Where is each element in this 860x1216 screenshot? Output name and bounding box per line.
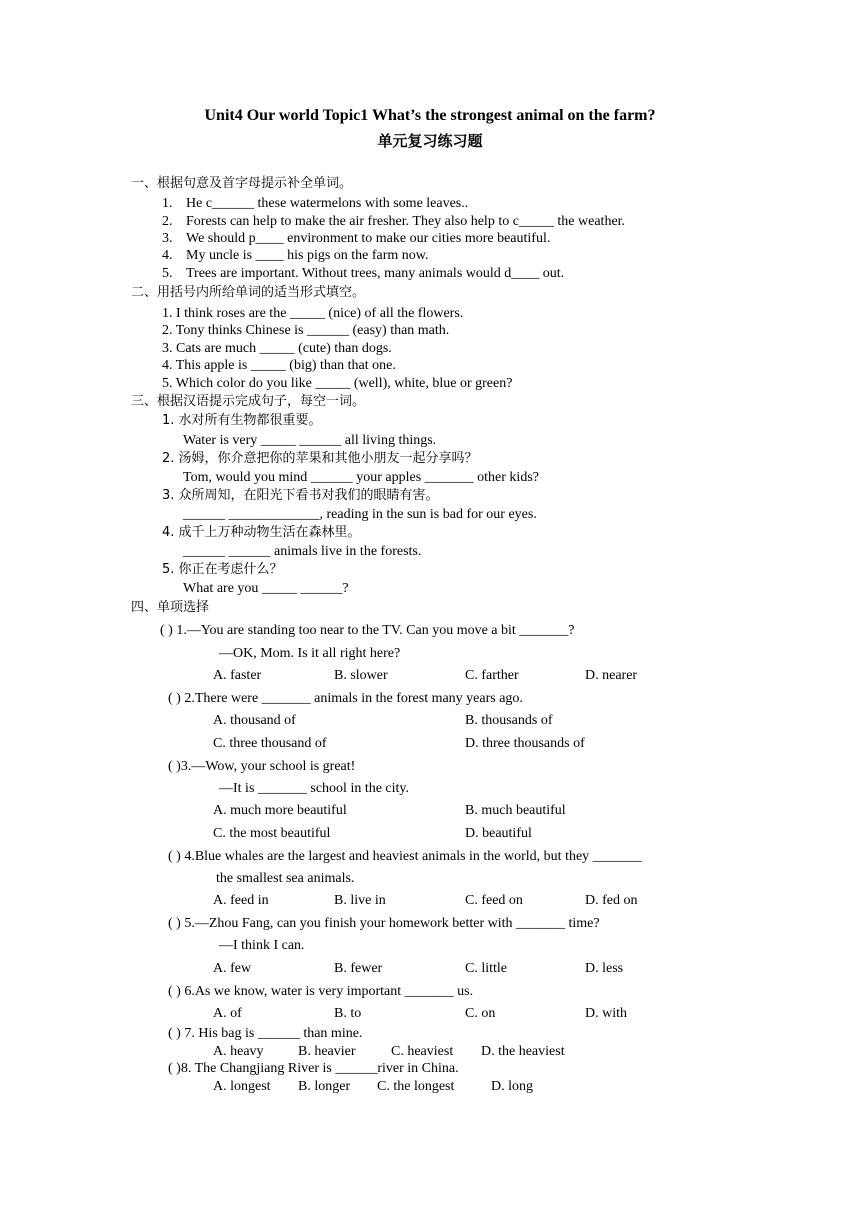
answer-option: B. slower <box>334 668 388 683</box>
answer-option: B. to <box>334 1006 362 1021</box>
question-stem: —OK, Mom. Is it all right here? <box>219 646 401 661</box>
answer-option: C. the most beautiful <box>213 826 331 841</box>
section2-item: 4. This apple is _____ (big) than that one. <box>162 358 396 373</box>
answer-option: B. live in <box>334 893 386 908</box>
question-stem: —I think I can. <box>219 938 305 953</box>
question-stem: the smallest sea animals. <box>216 871 355 886</box>
answer-option: A. much more beautiful <box>213 803 347 818</box>
answer-option: B. heavier <box>298 1044 356 1059</box>
section2-item: 3. Cats are much _____ (cute) than dogs. <box>162 341 392 356</box>
question-stem: ( ) 5.—Zhou Fang, can you finish your homework better with _______ time? <box>168 916 600 931</box>
question-stem: ( ) 6.As we know, water is very important _______ us. <box>168 984 474 999</box>
section2-item: 5. Which color do you like _____ (well), white, blue or green? <box>162 376 513 391</box>
section3-sentence: Water is very _____ ______ all living things. <box>183 433 437 448</box>
section3-prompt: 3. 众所周知，在阳光下看书对我们的眼睛有害。 <box>162 488 439 503</box>
section1-item: 3. We should p____ environment to make our cities more beautiful. <box>162 231 551 246</box>
answer-option: C. three thousand of <box>213 736 327 751</box>
answer-option: A. faster <box>213 668 262 683</box>
section2-item: 2. Tony thinks Chinese is ______ (easy) than math. <box>162 323 450 338</box>
section3-prompt: 2. 汤姆，你介意把你的苹果和其他小朋友一起分享吗？ <box>162 451 478 466</box>
answer-option: A. heavy <box>213 1044 264 1059</box>
answer-option: A. of <box>213 1006 242 1021</box>
answer-option: C. farther <box>465 668 519 683</box>
answer-option: D. beautiful <box>465 826 532 841</box>
answer-option: B. much beautiful <box>465 803 566 818</box>
answer-option: D. long <box>491 1079 533 1094</box>
page-subtitle: 单元复习练习题 <box>377 132 483 150</box>
section1-item: 2. Forests can help to make the air fresher. They also help to c_____ the weather. <box>162 214 626 229</box>
answer-option: A. feed in <box>213 893 269 908</box>
section3-sentence: What are you _____ ______? <box>183 581 349 596</box>
answer-option: D. the heaviest <box>481 1044 565 1059</box>
answer-option: A. longest <box>213 1079 271 1094</box>
answer-option: D. three thousands of <box>465 736 585 751</box>
section2-item: 1. I think roses are the _____ (nice) of all the flowers. <box>162 306 464 321</box>
section3-sentence: ______ ______ animals live in the forests. <box>183 544 422 559</box>
answer-option: A. thousand of <box>213 713 296 728</box>
section3-sentence: Tom, would you mind ______ your apples _______ other kids? <box>183 470 539 485</box>
answer-option: B. longer <box>298 1079 351 1094</box>
question-stem: ( ) 2.There were _______ animals in the forest many years ago. <box>168 691 523 706</box>
question-stem: ( ) 1.—You are standing too near to the TV. Can you move a bit _______? <box>160 623 575 638</box>
question-stem: ( )8. The Changjiang River is ______river in China. <box>168 1061 459 1076</box>
section1-item: 5. Trees are important. Without trees, many animals would d____ out. <box>162 266 565 281</box>
section1-heading: 一、根据句意及首字母提示补全单词。 <box>131 176 353 191</box>
answer-option: C. on <box>465 1006 496 1021</box>
question-stem: ( ) 4.Blue whales are the largest and heaviest animals in the world, but they _______ <box>168 849 642 864</box>
section3-prompt: 4. 成千上万种动物生活在森林里。 <box>162 525 361 540</box>
section1-item: 1. He c______ these watermelons with some leaves.. <box>162 196 469 211</box>
section3-prompt: 1. 水对所有生物都很重要。 <box>162 413 322 428</box>
answer-option: B. thousands of <box>465 713 553 728</box>
answer-option: D. less <box>585 961 624 976</box>
answer-option: B. fewer <box>334 961 383 976</box>
section1-item: 4. My uncle is ____ his pigs on the farm now. <box>162 248 429 263</box>
answer-option: A. few <box>213 961 252 976</box>
answer-option: C. heaviest <box>391 1044 454 1059</box>
section3-heading: 三、根据汉语提示完成句子，每空一词。 <box>131 394 366 409</box>
section3-prompt: 5. 你正在考虑什么？ <box>162 562 283 577</box>
question-stem: ( )3.—Wow, your school is great! <box>168 759 356 774</box>
answer-option: C. the longest <box>377 1079 455 1094</box>
question-stem: —It is _______ school in the city. <box>219 781 410 796</box>
answer-option: C. feed on <box>465 893 523 908</box>
answer-option: D. nearer <box>585 668 638 683</box>
section4-heading: 四、单项选择 <box>131 600 210 615</box>
answer-option: D. with <box>585 1006 627 1021</box>
section3-sentence: ______ _____________, reading in the sun is bad for our eyes. <box>183 507 537 522</box>
answer-option: D. fed on <box>585 893 638 908</box>
page-title: Unit4 Our world Topic1 What’s the strongest animal on the farm? <box>204 107 656 124</box>
question-stem: ( ) 7. His bag is ______ than mine. <box>168 1026 363 1041</box>
answer-option: C. little <box>465 961 507 976</box>
section2-heading: 二、用括号内所给单词的适当形式填空。 <box>131 285 366 300</box>
